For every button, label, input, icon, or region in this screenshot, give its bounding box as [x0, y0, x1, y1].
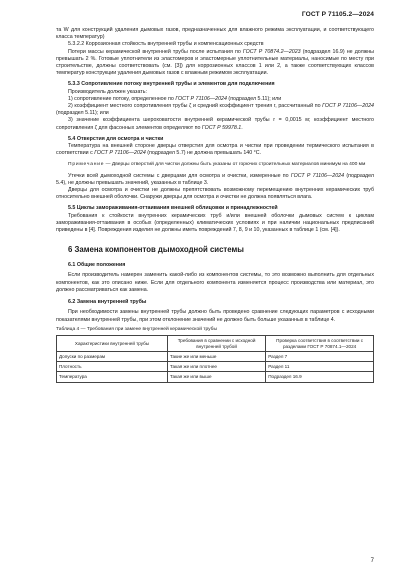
list-item: 3) значение коэффициента шероховатости внутренней керамической трубы r = 0,0015 м; коэффициент местного сопротивления ζ для фасонных элементов определяют по ГОСТ Р 59978.1. — [56, 117, 374, 131]
table-cell: Такая же или выше — [167, 372, 265, 382]
list-item: 1) сопротивление потоку, определенное по ГОСТ Р 71106—2024 (подраздел 5.11); или — [68, 95, 282, 102]
paragraph: Потери массы керамической внутренней трубы после испытания по ГОСТ Р 70874.2—2023 (подраздел 16.9) не должны превышать 2 %. Готовые уплотнители из эластомеров и эластомерные уплотнительные материалы, наносимые по месту при строительстве, должны соответствовать (см. [3]) для коррозионных классов 1 или 2, а также соответствующих классов температур конструкции удаления дымовых газов с влажным режимом эксплуатации. — [56, 48, 374, 77]
document-header-id: ГОСТ Р 71105.2—2024 — [301, 11, 374, 18]
list-item: 2) коэффициент местного сопротивления трубы ζ и средний коэффициент трения r, рассчитанный по ГОСТ Р 71106—2024 (подраздел 5.11); или — [56, 103, 374, 117]
standard-reference: ГОСТ Р 70874.2—2023 — [242, 48, 301, 55]
standard-reference: ГОСТ Р 59978.1 — [201, 124, 242, 131]
section-heading-6-1: 6.1 Общие положения — [68, 262, 126, 269]
paragraph: Производитель должен указать: — [68, 88, 147, 95]
standard-reference: ГОСТ Р 71106—2024 — [94, 150, 146, 157]
section-heading-6-2: 6.2 Замена внутренней трубы — [68, 299, 147, 306]
paragraph: Если производитель намерен заменить какой-либо из компонентов системы, то это возможно выполнить для отдельных компонентов, как это описано ниже. Если для отдельного компонента изменяется процесс производства или материал, это должно рассматриваться как замена. — [56, 272, 374, 293]
paragraph: Дверцы для осмотра и очистки не должны препятствовать возможному перемещению внутренних керамических труб относительно внешней оболочки. Снаружи дверцы для осмотра и очистки не должна появляться влага. — [56, 187, 374, 201]
section-heading-5-3-3: 5.3.3 Сопротивление потоку внутренней трубы и элементов для подключения — [68, 81, 275, 88]
note-label: Примечание — [68, 162, 105, 168]
table-cell: Такая же или плотнее — [167, 362, 265, 372]
table-cell: Температура — [57, 372, 168, 382]
paragraph: Утечки всей дымоходной системы с дверцами для осмотра и очистки, измеренные по ГОСТ Р 71106—2024 (подраздел 5.4), не должны превышать значений, указанных в таблице 3. — [56, 172, 374, 186]
column-header: Требования в сравнении с исходной внутренней трубой — [167, 335, 265, 351]
note: Примечание — Дверцы отверстий для чистки должны быть указаны от горючих строительных материалов минимум на 400 мм — [68, 162, 366, 168]
table-row — [57, 352, 374, 362]
standard-reference: ГОСТ Р 71106—2024 — [175, 95, 227, 102]
table-cell: Раздел 11 — [266, 362, 374, 372]
paragraph: При необходимости замены внутренней трубы должно быть проведено сравнение следующих параметров с исходными показателями внутренней трубы, при этом отклонение значений не должно быть больше указанных в таблице 4. — [56, 309, 374, 323]
paragraph: та W для конструкций удаления дымовых газов, предназначенных для влажного режима эксплуатации, и соответствующего класса температур) — [56, 27, 374, 41]
section-heading-6: 6 Замена компонентов дымоходной системы — [68, 245, 244, 255]
section-heading-5-3-2-2: 5.3.2.2 Коррозионная стойкость внутренней трубы и компенсационных средств — [68, 41, 264, 48]
standard-reference: ГОСТ Р 71106—2024 — [322, 103, 374, 110]
paragraph: Требования к стойкости внутренних керамических труб и/или внешней оболочки дымовых систем к циклам замораживания-оттаивания в особых (определенных) климатических условиях и при наличии национальных предписаний приведены в [4]. Повреждения изделия не должны иметь повреждений 7, 8, 9 и 10, указанных в таблице 1 (см. [4]). — [56, 212, 374, 234]
requirements-table — [56, 335, 374, 383]
column-header: Характеристики внутренней трубы — [57, 335, 168, 351]
document-body — [56, 27, 374, 383]
table-cell: Плотность — [57, 362, 168, 372]
table-cell: Раздел 7 — [266, 352, 374, 362]
column-header: Проверка соответствия в соответствии с разделами ГОСТ Р 70874.1—2024 — [266, 335, 374, 351]
page-number: 7 — [370, 558, 374, 564]
table-row — [57, 372, 374, 382]
table-row — [57, 362, 374, 372]
section-heading-5-4: 5.4 Отверстия для осмотра и чистки — [68, 135, 164, 142]
table-header-row — [57, 335, 374, 351]
section-heading-5-5: 5.5 Циклы замораживания-оттаивания внешней облицовки и принадлежностей — [68, 205, 278, 212]
table-cell: Подраздел 16.9 — [266, 372, 374, 382]
standard-reference: ГОСТ Р 71106—2024 — [290, 172, 345, 179]
table-caption: Таблица 4 — Требования при замене внутренней керамической трубы — [56, 326, 218, 332]
paragraph: Температура на внешней стороне дверцы отверстия для осмотра и чистки при проведении термического испытания в соответствии с ГОСТ Р 71106—2024 (подраздел 5.7) не должна превышать 140 °С. — [56, 143, 374, 157]
table-cell: Такие же или меньше — [167, 352, 265, 362]
table-cell: Допуски по размерам — [57, 352, 168, 362]
